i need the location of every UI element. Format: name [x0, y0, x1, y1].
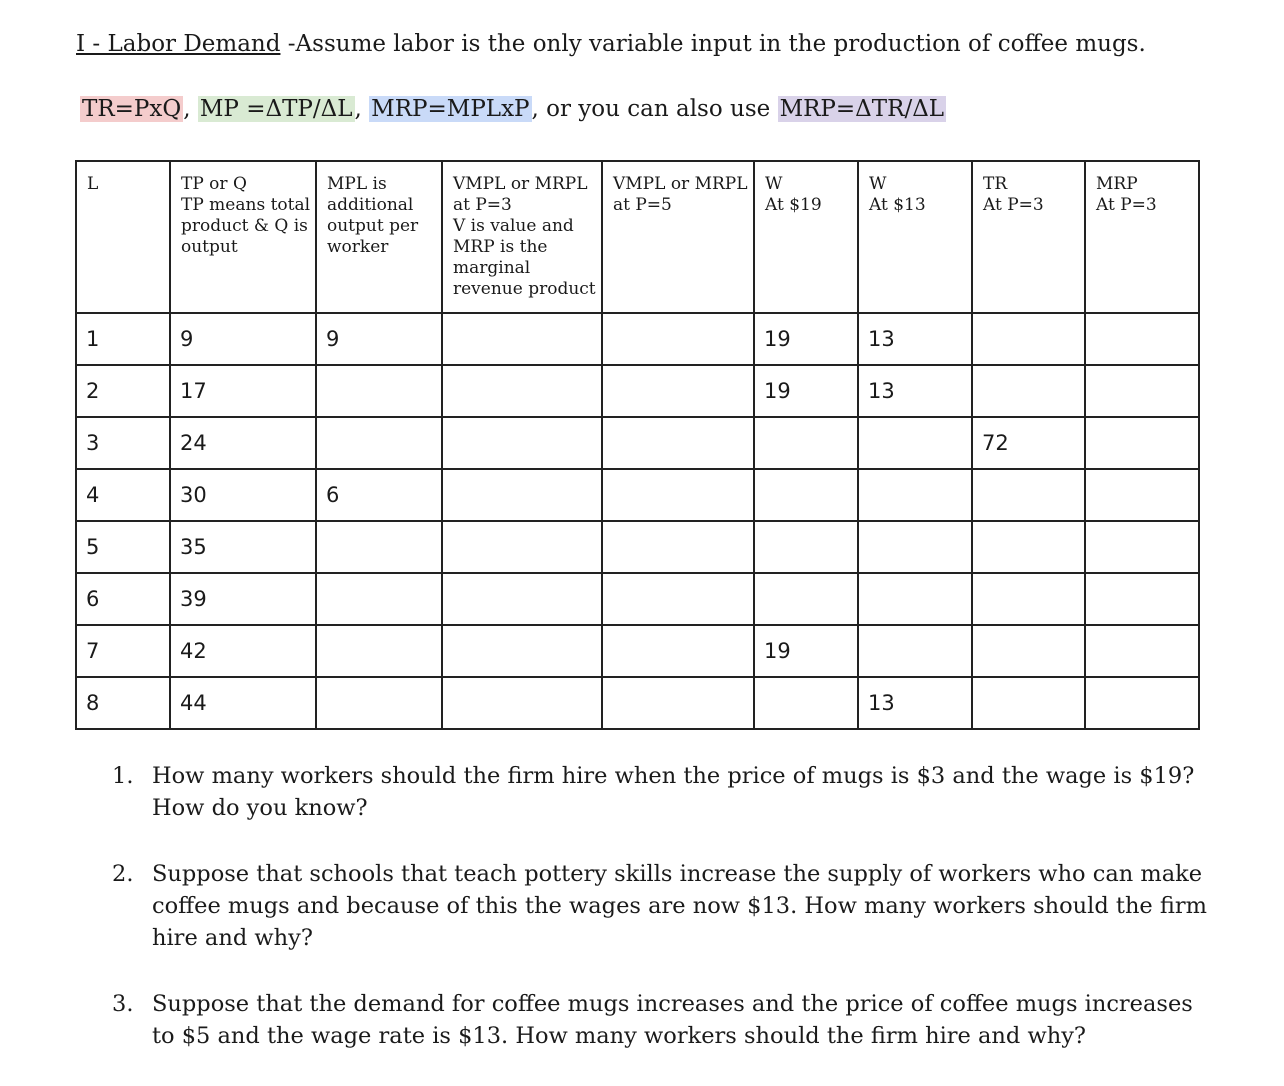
table-body	[76, 313, 1199, 729]
cell-w19	[754, 417, 858, 469]
cell-w13: 13	[858, 313, 972, 365]
cell-tr	[972, 469, 1085, 521]
table-row	[76, 365, 1199, 417]
cell-mrp	[1085, 625, 1199, 677]
cell-vmpl-p3	[442, 469, 602, 521]
cell-vmpl-p3	[442, 417, 602, 469]
cell-tr	[972, 365, 1085, 417]
header-line: W	[765, 174, 783, 194]
cell-vmpl-p5	[602, 365, 754, 417]
header-line: VMPL or MRPL	[613, 174, 748, 194]
header-line: additional	[327, 195, 414, 215]
cell-tp: 30	[170, 469, 316, 521]
cell-tr	[972, 313, 1085, 365]
cell-vmpl-p5	[602, 573, 754, 625]
question-number: 2.	[112, 861, 134, 887]
cell-tr	[972, 573, 1085, 625]
cell-w19	[754, 521, 858, 573]
header-line: V is value and	[453, 216, 574, 236]
cell-w19: 19	[754, 625, 858, 677]
cell-w19	[754, 677, 858, 729]
header-mrp	[1085, 161, 1199, 313]
header-line: TP means total	[181, 195, 311, 215]
question-text: Suppose that the demand for coffee mugs increases and the price of coffee mugs increases to $5 and the wage rate is $13. How many workers should the firm hire and why?	[152, 991, 1193, 1049]
table-row	[76, 469, 1199, 521]
cell-w19	[754, 469, 858, 521]
cell-vmpl-p5	[602, 677, 754, 729]
header-tr	[972, 161, 1085, 313]
cell-l: 4	[76, 469, 170, 521]
cell-mrp	[1085, 677, 1199, 729]
header-line: MPL is	[327, 174, 387, 194]
cell-tr: 72	[972, 417, 1085, 469]
cell-vmpl-p5	[602, 417, 754, 469]
cell-tp: 35	[170, 521, 316, 573]
question-number: 1.	[112, 763, 134, 789]
cell-vmpl-p5	[602, 469, 754, 521]
header-line: MRP is the	[453, 237, 548, 257]
formula-mrp-mplxp: MRP=MPLxP	[371, 96, 530, 122]
formula-sep-1: ,	[183, 96, 198, 122]
header-vmpl-p3	[442, 161, 602, 313]
cell-w13: 13	[858, 365, 972, 417]
cell-w19: 19	[754, 365, 858, 417]
header-line: W	[869, 174, 887, 194]
header-line: VMPL or MRPL	[453, 174, 588, 194]
header-tp	[170, 161, 316, 313]
formula-line	[80, 93, 946, 125]
formula-mp: MP =ΔTP/ΔL	[199, 96, 353, 122]
cell-mpl	[316, 521, 442, 573]
question-list	[112, 760, 1222, 1086]
header-line: revenue product	[453, 279, 596, 299]
table-row	[76, 417, 1199, 469]
cell-mpl	[316, 417, 442, 469]
header-line: TP or Q	[181, 174, 247, 194]
cell-tr	[972, 521, 1085, 573]
cell-w13	[858, 625, 972, 677]
cell-vmpl-p3	[442, 573, 602, 625]
header-w19	[754, 161, 858, 313]
cell-mrp	[1085, 313, 1199, 365]
header-line: TR	[983, 174, 1008, 194]
header-line: product & Q is	[181, 216, 308, 236]
cell-w13	[858, 521, 972, 573]
header-line: output	[181, 237, 238, 257]
header-line: MRP	[1096, 174, 1138, 194]
cell-tr	[972, 625, 1085, 677]
cell-mpl	[316, 365, 442, 417]
cell-mrp	[1085, 469, 1199, 521]
question-text: How many workers should the firm hire when the price of mugs is $3 and the wage is $19? How do you know?	[152, 763, 1195, 821]
header-line: output per	[327, 216, 419, 236]
question-3	[112, 988, 1222, 1052]
table-row	[76, 573, 1199, 625]
header-vmpl-p5	[602, 161, 754, 313]
cell-w13: 13	[858, 677, 972, 729]
formula-sep-2: ,	[354, 96, 370, 122]
cell-mrp	[1085, 417, 1199, 469]
cell-vmpl-p3	[442, 313, 602, 365]
cell-vmpl-p3	[442, 365, 602, 417]
header-line: At P=3	[1096, 195, 1157, 215]
formula-mid-text: , or you can also use	[531, 96, 778, 122]
cell-l: 3	[76, 417, 170, 469]
header-line: at P=3	[453, 195, 512, 215]
header-l	[76, 161, 170, 313]
cell-vmpl-p3	[442, 521, 602, 573]
question-text: Suppose that schools that teach pottery skills increase the supply of workers who can make coffee mugs and because of this the wages are now $13. How many workers should the firm hire and why?	[152, 861, 1207, 951]
cell-vmpl-p5	[602, 313, 754, 365]
labor-demand-table	[75, 160, 1200, 730]
cell-tr	[972, 677, 1085, 729]
header-line: At $13	[869, 195, 926, 215]
cell-tp: 42	[170, 625, 316, 677]
cell-w13	[858, 469, 972, 521]
cell-mpl	[316, 573, 442, 625]
question-1	[112, 760, 1222, 824]
cell-vmpl-p5	[602, 521, 754, 573]
cell-mrp	[1085, 365, 1199, 417]
question-2	[112, 858, 1222, 954]
cell-l: 6	[76, 573, 170, 625]
cell-l: 1	[76, 313, 170, 365]
cell-tp: 17	[170, 365, 316, 417]
cell-tp: 44	[170, 677, 316, 729]
heading-text: -Assume labor is the only variable input in the production of coffee mugs.	[280, 31, 1146, 57]
table-row	[76, 677, 1199, 729]
table-header-row	[76, 161, 1199, 313]
table-row	[76, 625, 1199, 677]
header-line: at P=5	[613, 195, 672, 215]
header-line: marginal	[453, 258, 531, 278]
header-line: At $19	[765, 195, 822, 215]
cell-tp: 9	[170, 313, 316, 365]
cell-l: 2	[76, 365, 170, 417]
cell-mpl	[316, 625, 442, 677]
table-row	[76, 313, 1199, 365]
header-line: worker	[327, 237, 389, 257]
cell-mpl: 6	[316, 469, 442, 521]
cell-mrp	[1085, 521, 1199, 573]
section-heading	[76, 28, 1146, 60]
header-line: At P=3	[983, 195, 1044, 215]
heading-title: I - Labor Demand	[76, 31, 281, 57]
cell-w13	[858, 573, 972, 625]
cell-w19: 19	[754, 313, 858, 365]
cell-vmpl-p3	[442, 625, 602, 677]
cell-tp: 39	[170, 573, 316, 625]
formula-mrp-tr-l: MRP=ΔTR/ΔL	[779, 96, 945, 122]
cell-l: 5	[76, 521, 170, 573]
cell-l: 7	[76, 625, 170, 677]
cell-mrp	[1085, 573, 1199, 625]
question-number: 3.	[112, 991, 134, 1017]
header-mpl	[316, 161, 442, 313]
cell-tp: 24	[170, 417, 316, 469]
cell-w19	[754, 573, 858, 625]
cell-w13	[858, 417, 972, 469]
cell-mpl	[316, 677, 442, 729]
header-w13	[858, 161, 972, 313]
cell-vmpl-p3	[442, 677, 602, 729]
cell-mpl: 9	[316, 313, 442, 365]
table-row	[76, 521, 1199, 573]
formula-tr: TR=PxQ	[82, 96, 182, 122]
cell-l: 8	[76, 677, 170, 729]
cell-vmpl-p5	[602, 625, 754, 677]
header-line: L	[87, 174, 99, 194]
